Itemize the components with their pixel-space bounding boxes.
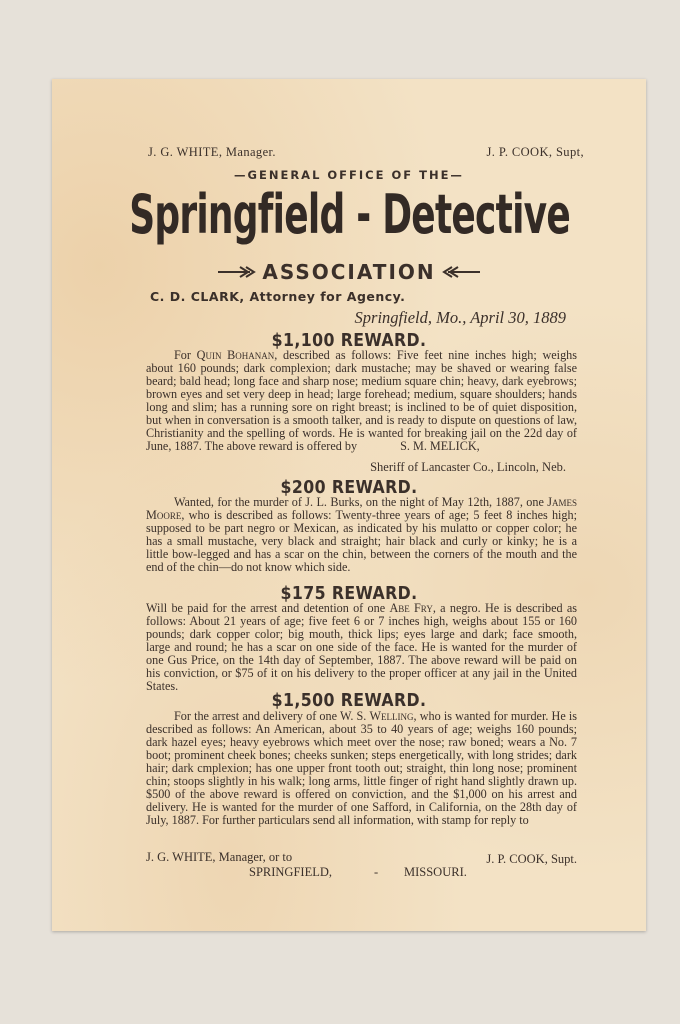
footer-city: SPRINGFIELD, xyxy=(249,865,332,879)
reward-description-2 xyxy=(146,496,577,574)
description-text: who is wanted for murder. He is described as follows: An American, about 35 to 40 years of age; weighs 160 pounds; dark hazel eyes; heavy eyebrows which meet over the nose; raw boned; wears a No. 7 boot; prominent cheek bones; cheeks sunken; steps energetically, with long strides; dark hair; dark cmplexion; has one upper front tooth out; straight, thin long nose; prominent chin; stoops slightly in his walk; long arms, little finger of right hand slightly drawn up. $500 of the above reward is offered on conviction, and the $1,000 on his arrest and delivery. He is wanted for the murder of one Safford, in California, on the 28th day of July, 1887. For further particulars send all information, with stamp for reply to xyxy=(146,709,578,828)
reward-heading-1: $1,100 REWARD. xyxy=(271,331,427,351)
fugitive-name: Quin Bohanan, xyxy=(196,348,278,362)
reward-heading-4: $1,500 REWARD. xyxy=(271,691,427,711)
description-text: described as follows: Five feet nine inches high; weighs about 160 pounds; dark complexion; dark mustache; may be shaved or wearing false beard; bald head; long face and sharp nose; medium square chin; heavy, dark eyebrows; brown eyes and set very deep in head; large forehead; medium, square shoulders; hands long and slim; has a running sore on right breast; is inclined to be of quiet disposition, but when in conversation is a smooth talker, and is ready to dispute on questions of law, Christianity and the spelling of words. He is wanted for breaking jail on the 22d day of June, 1887. The above reward is offered by xyxy=(146,348,577,454)
reward-description-1 xyxy=(146,349,577,453)
general-office-line: —GENERAL OFFICE OF THE— xyxy=(234,168,464,182)
lead-in: Will be paid for the arrest and detention of one xyxy=(146,601,386,615)
superintendent-name: J. P. COOK, Supt, xyxy=(486,145,584,159)
left-ornament-icon xyxy=(216,265,258,279)
lead-in: For xyxy=(174,348,191,362)
lead-in: For the arrest and delivery of one W. S. xyxy=(174,709,367,723)
place-date: Springfield, Mo., April 30, 1889 xyxy=(354,308,566,327)
association-word: ASSOCIATION xyxy=(262,260,436,284)
fugitive-name: James Moore, xyxy=(146,495,578,523)
signer-title: Sheriff of Lancaster Co., Lincoln, Neb. xyxy=(370,460,566,474)
footer-manager: J. G. WHITE, Manager, or to xyxy=(146,850,293,864)
reward-poster xyxy=(52,79,646,931)
association-row xyxy=(52,260,646,284)
footer-dash: - xyxy=(374,865,379,879)
footer-state: MISSOURI. xyxy=(404,865,467,879)
right-ornament-icon xyxy=(440,265,482,279)
fugitive-name: Abe Fry, xyxy=(389,601,436,615)
reward-description-4 xyxy=(146,710,577,827)
reward-heading-2: $200 REWARD. xyxy=(280,478,418,498)
footer-superintendent: J. P. COOK, Supt. xyxy=(486,852,577,866)
signer-name: S. M. MELICK, xyxy=(400,439,480,454)
description-text: a negro. He is described as follows: About 21 years of age; five feet 6 or 7 inches high, weighs about 155 or 160 pounds; dark copper color; big mouth, thick lips; eyes large and dark; face smooth, large and round; he has a scar on one side of the face. He is wanted for the murder of one Gus Price, on the 14th day of September, 1887. The above reward will be paid on his conviction, or $75 of it on his delivery to the proper officer at any jail in the United States. xyxy=(146,601,578,694)
manager-name: J. G. WHITE, Manager. xyxy=(148,145,276,159)
description-text: who is described as follows: Twenty-three years of age; 5 feet 8 inches high; supposed to be part negro or Mexican, as indicated by his mulatto or copper color; he has a small mustache, very black and straight; hair black and curly or kinky; he is a little bow-legged and has a scar on the chin, between the corners of the mouth and the end of the chin—do not know which side. xyxy=(146,508,578,575)
lead-in: Wanted, for the murder of J. L. Burks, on the night of May 12th, 1887, one xyxy=(174,495,544,509)
reward-description-3 xyxy=(146,602,577,693)
fugitive-name: Welling, xyxy=(369,709,417,723)
poster-title: Springfield - Detective xyxy=(129,183,570,246)
reward-heading-3: $175 REWARD. xyxy=(280,584,418,604)
attorney-line: C. D. CLARK, Attorney for Agency. xyxy=(150,289,406,304)
